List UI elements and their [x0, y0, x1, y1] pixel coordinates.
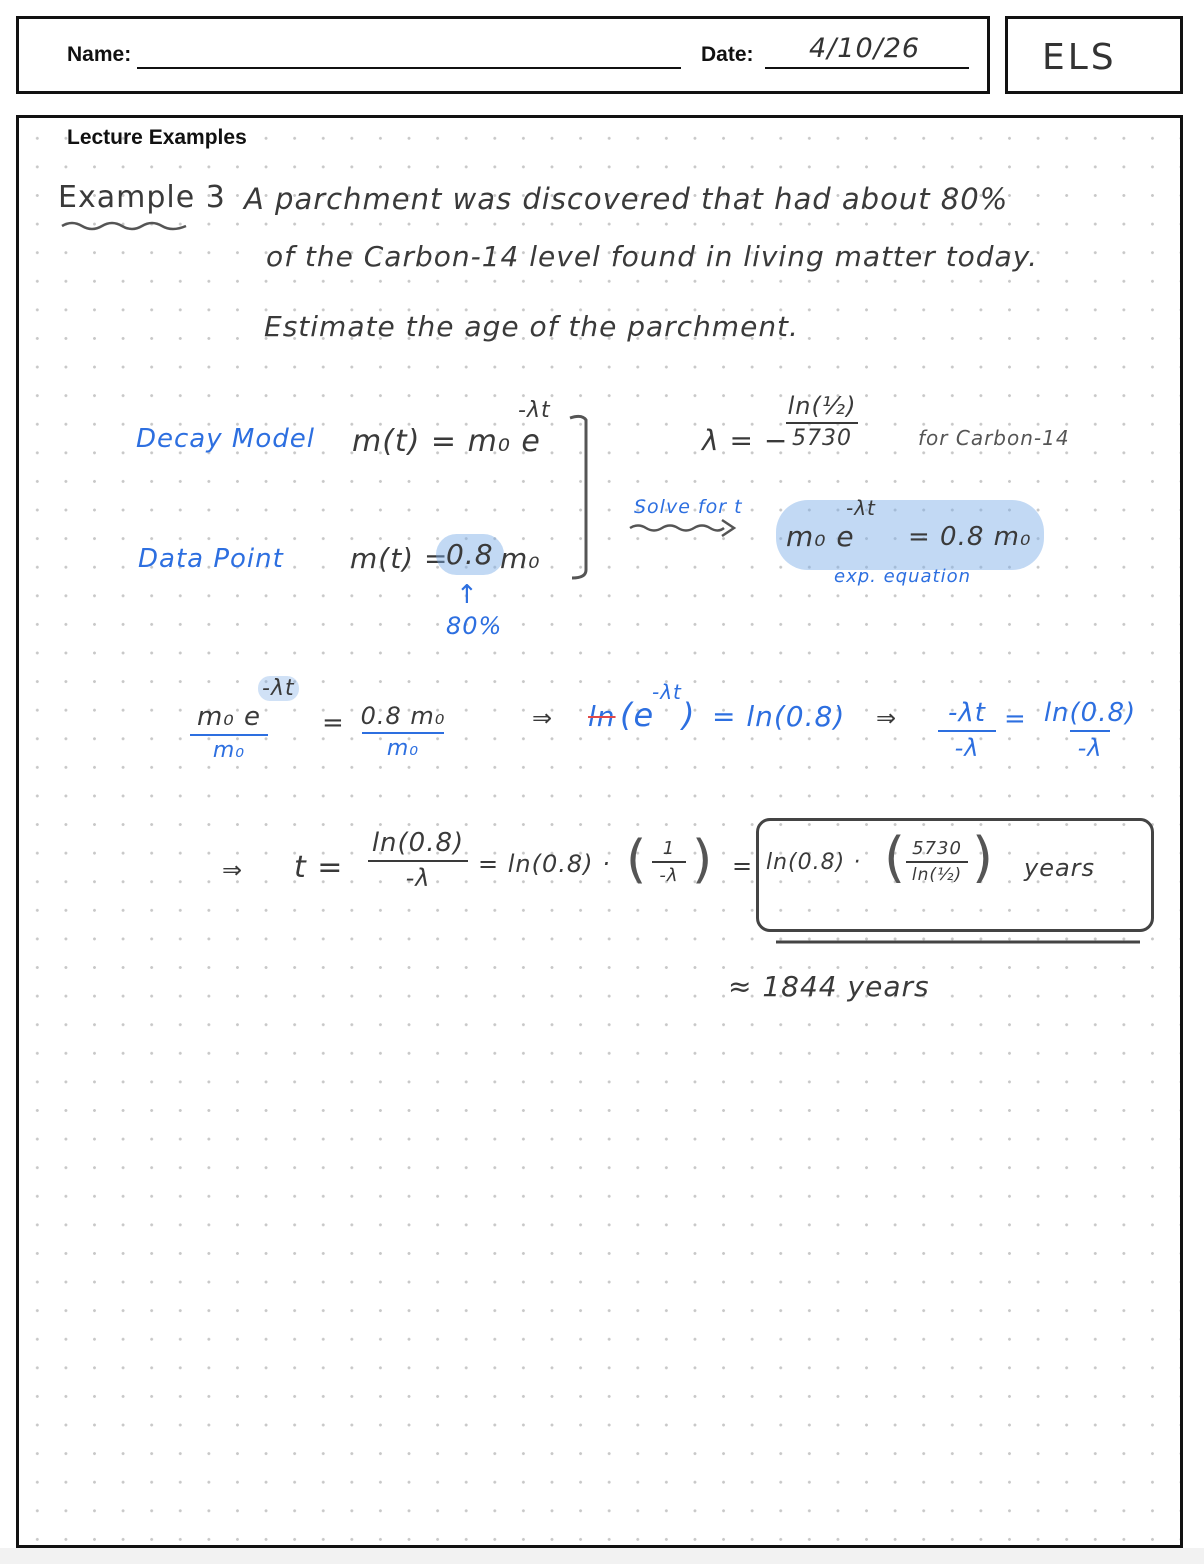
step2-rhs: = ln(0.8): [712, 700, 846, 733]
answer-open-paren: (: [884, 826, 907, 889]
lambda-numerator: ln(½): [787, 392, 857, 420]
data-point-label: Data Point: [138, 544, 284, 574]
step4-denominator: -λ: [405, 864, 431, 892]
answer-denominator: ln(½): [911, 865, 963, 885]
lambda-denominator: 5730: [792, 426, 852, 451]
step1-rhs-denominator: m₀: [386, 736, 420, 761]
lambda-definition-lhs: λ = −: [702, 424, 789, 457]
step1-equals: =: [322, 708, 345, 738]
step1-exponent: -λt: [258, 676, 299, 701]
data-point-equation-start: m(t) =: [350, 542, 449, 575]
date-label: Date:: [701, 43, 754, 66]
data-point-arrow: ↑: [456, 580, 479, 610]
exp-equation-caption: exp. equation: [834, 566, 972, 587]
answer-prefix: ln(0.8) ·: [766, 850, 862, 875]
step3-equals: =: [1004, 704, 1027, 734]
decay-model-equation: m(t) = m₀ e: [352, 424, 541, 459]
step1-lhs-numerator: m₀ e: [196, 702, 261, 732]
decay-model-exponent: -λt: [518, 398, 551, 423]
step1-rhs-numerator: 0.8 m₀: [360, 702, 446, 730]
date-value: 4/10/26: [809, 33, 921, 64]
step2-close-paren: ): [682, 696, 696, 734]
step4-close-paren: ): [692, 830, 714, 890]
answer-units: years: [1024, 854, 1096, 882]
data-point-highlighted-value: 0.8: [436, 534, 504, 575]
step4-inner-denominator: -λ: [659, 865, 679, 886]
step3-rhs-denominator: -λ: [1077, 734, 1103, 762]
step3-lhs-denominator: -λ: [954, 734, 980, 762]
step4-equals: =: [732, 852, 754, 880]
problem-line-2: of the Carbon-14 level found in living matter today.: [266, 240, 1039, 273]
data-point-equation-end: m₀: [500, 542, 541, 575]
example-underline-icon: [62, 223, 186, 229]
step4-expansion: = ln(0.8) ·: [478, 850, 611, 878]
section-title: Lecture Examples: [67, 126, 247, 149]
exp-equation-rhs: = 0.8 m₀: [908, 522, 1032, 552]
exp-equation-exponent: -λt: [846, 496, 876, 520]
step4-t-equals: t =: [294, 850, 344, 885]
step4-arrow: ⇒: [222, 856, 244, 884]
example-label: Example 3: [58, 180, 226, 215]
step2-paren-e: (e: [620, 696, 655, 734]
initials-value: ELS: [1042, 37, 1117, 78]
answer-close-paren: ): [972, 826, 995, 889]
step3-arrow: ⇒: [876, 704, 898, 732]
step2-cancelled-ln: ln: [588, 700, 616, 733]
step3-lhs-numerator: -λt: [948, 698, 986, 728]
step4-numerator: ln(0.8): [371, 828, 465, 858]
bracket-icon: [570, 416, 586, 578]
step1-lhs-denominator: m₀: [212, 738, 246, 763]
step4-inner-numerator: 1: [662, 838, 676, 859]
name-label: Name:: [67, 43, 132, 66]
decay-model-label: Decay Model: [136, 424, 315, 454]
answer-numerator: 5730: [912, 838, 962, 859]
step3-rhs-numerator: ln(0.8): [1043, 698, 1137, 728]
step2-exponent: -λt: [652, 680, 682, 704]
problem-line-3: Estimate the age of the parchment.: [264, 310, 799, 343]
problem-line-1: A parchment was discovered that had about 80%: [244, 182, 1009, 216]
solve-for-t-note: Solve for t: [634, 496, 743, 518]
step2-arrow: ⇒: [532, 704, 554, 732]
step4-open-paren: (: [626, 830, 648, 890]
percent-note: 80%: [446, 612, 503, 640]
carbon-14-note: for Carbon-14: [918, 426, 1070, 450]
exp-equation-lhs: m₀ e: [786, 520, 855, 553]
solve-arrow-squiggle-icon: [630, 526, 724, 531]
approximate-answer: ≈ 1844 years: [728, 970, 930, 1003]
